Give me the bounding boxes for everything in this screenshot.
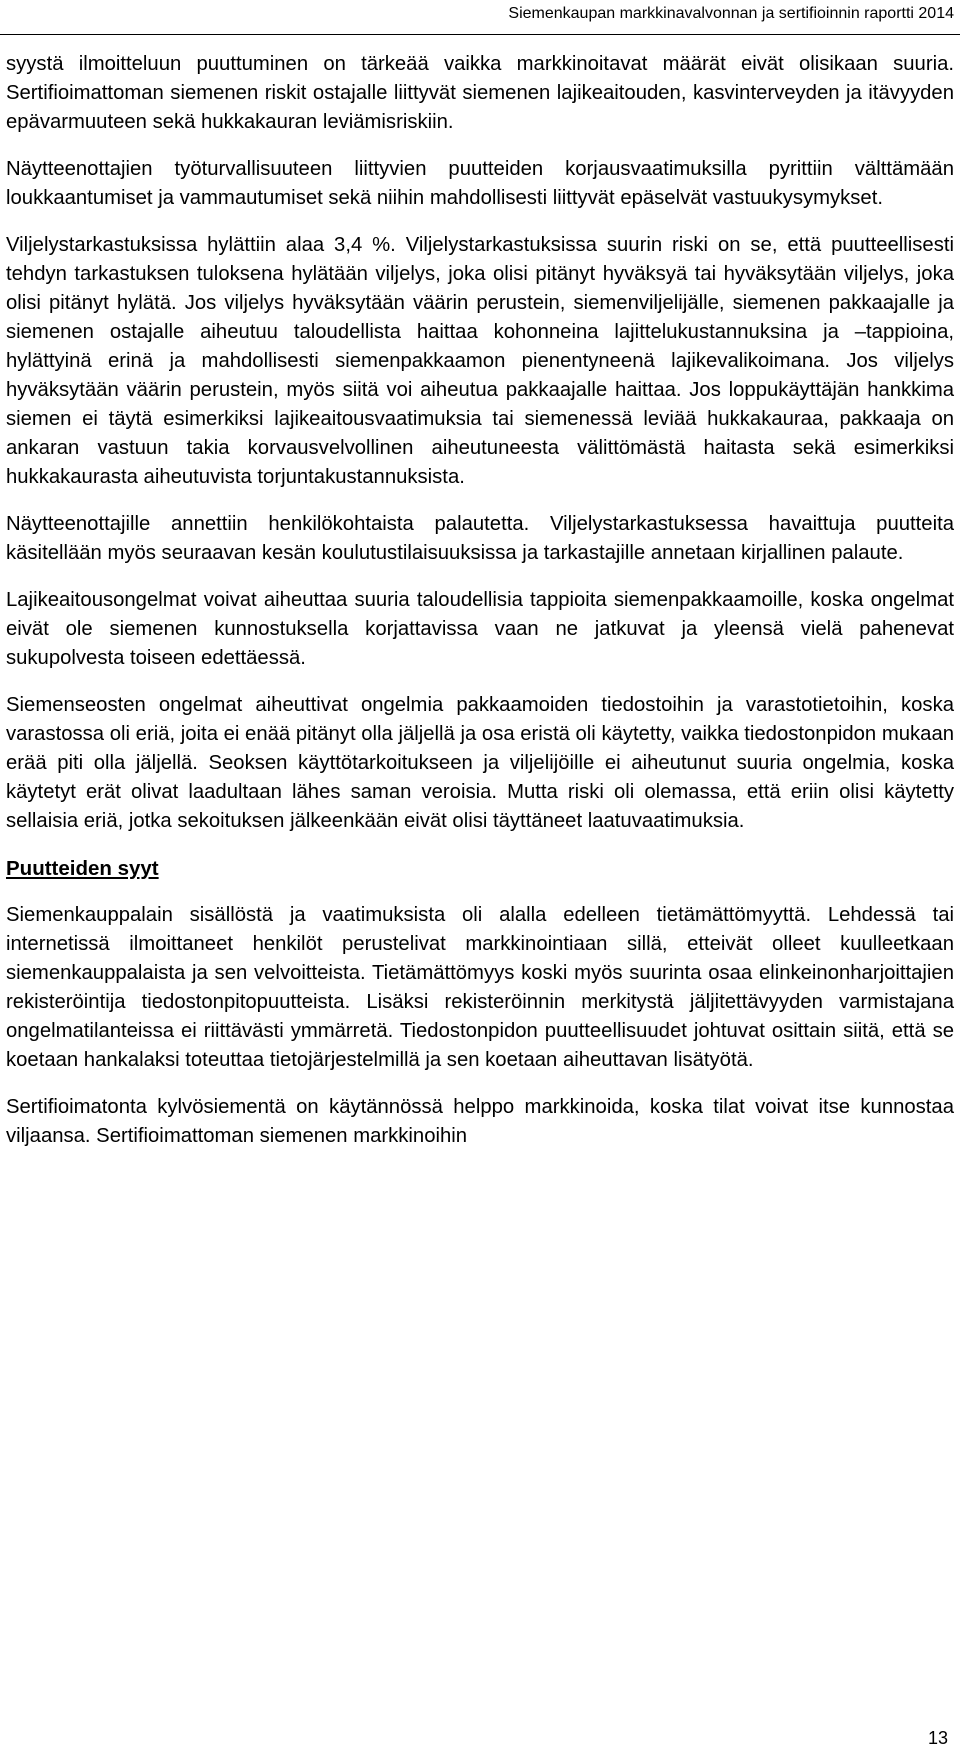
running-header: Siemenkaupan markkinavalvonnan ja sertifioinnin raportti 2014 [508, 5, 954, 22]
paragraph-variety-authenticity: Lajikeaitousongelmat voivat aiheuttaa suuria taloudellisia tappioita siemenpakkaamoille, koska ongelmat eivät ole siemenen kunnostuksella korjattavissa vaan ne jatkuvat ja yleensä vielä pahenevat sukupolvesta toiseen edettäessä. [6, 589, 954, 669]
header-rule [0, 34, 960, 35]
section-heading: Puutteiden syyt [6, 857, 159, 880]
paragraph-seed-mixtures: Siemenseosten ongelmat aiheuttivat ongelmia pakkaamoiden tiedostoihin ja varastotietoihin, koska varastossa oli eriä, joita ei enää pitänyt olla jäljellä ja osa eristä oli käytetty, vaikka tiedostonpidon mukaan erää piti olla jäljellä. Seoksen käyttötarkoitukseen ja viljelijöille ei aiheutunut suuria ongelmia, koska käytetyt erät olivat laadultaan lähes saman veroisia. Mutta riski oli olemassa, että eriin olisi käytetty sellaisia eriä, jotka sekoituksen jälkeenkään eivät olisi täyttäneet laatuvaatimuksia. [6, 694, 954, 832]
paragraph-safety: Näytteenottajien työturvallisuuteen liittyvien puutteiden korjausvaatimuksilla pyrittiin välttämään loukkaantumiset ja vammautumiset sekä niihin mahdollisesti liittyvät epäselvät vastuukysymykset. [6, 158, 954, 209]
paragraph-feedback: Näytteenottajille annettiin henkilökohtaista palautetta. Viljelystarkastuksessa havaittuja puutteita käsitellään myös seuraavan kesän koulutustilaisuuksissa ja tarkastajille annetaan kirjallinen palaute. [6, 513, 954, 564]
paragraph-continued: syystä ilmoitteluun puuttuminen on tärkeää vaikka markkinoitavat määrät eivät olisikaan suuria. Sertifioimattoman siemenen riskit ostajalle liittyvät siemenen lajikeaitouden, kasvinterveyden ja itävyyden epävarmuuteen sekä hukkakauran leviämisriskiin. [6, 53, 954, 133]
paragraph-field-inspections: Viljelystarkastuksissa hylättiin alaa 3,4 %. Viljelystarkastuksissa suurin riski on se, että puutteellisesti tehdyn tarkastuksen tuloksena hylätään viljelys, joka olisi pitänyt hyväksyä tai hyväksytään viljelys, joka olisi pitänyt hylätä. Jos viljelys hyväksytään väärin perustein, siemenviljelijälle, siemenen pakkaajalle ja siemenen ostajalle aiheutuu taloudellista haittaa kohonneina lajittelukustannuksina ja –tappioina, hylättyinä erinä ja mahdollisesti siemenpakkaamon pienentyneenä lajikevalikoimana. Jos viljelys hyväksytään väärin perustein, myös siitä voi aiheutua pakkaajalle haittaa. Jos loppukäyttäjän hankkima siemen ei täytä esimerkiksi lajikeaitousvaatimuksia tai siemenessä leviää hukkakauraa, pakkaaja on ankaran vastuun takia korvausvelvollinen aiheutuneesta välittömästä haitasta sekä esimerkiksi hukkakaurasta aiheutuvista torjuntakustannuksista. [6, 234, 954, 488]
paragraph-causes: Siemenkauppalain sisällöstä ja vaatimuksista oli alalla edelleen tietämättömyyttä. Lehdessä tai internetissä ilmoittaneet henkilöt perustelivat markkinointiaan sillä, etteivät olleet kuulleetkaan siemenkauppalaista ja sen velvoitteista. Tietämättömyys koski myös suurinta osaa elinkeinonharjoittajien rekisteröintija tiedostonpitopuutteista. Lisäksi rekisteröinnin merkitystä jäljitettävyyden varmistajana ongelmatilanteissa ei riittävästi ymmärretä. Tiedostonpidon puutteellisuudet johtuvat osittain siitä, että se koetaan hankalaksi toteuttaa tietojärjestelmillä ja sen koetaan aiheuttavan lisätyötä. [6, 904, 954, 1071]
paragraph-uncertified-seed: Sertifioimatonta kylvösiementä on käytännössä helppo markkinoida, koska tilat voivat itse kunnostaa viljaansa. Sertifioimattoman siemenen markkinoihin [6, 1096, 954, 1147]
page-number: 13 [927, 1728, 948, 1748]
body-text [6, 50, 954, 1169]
